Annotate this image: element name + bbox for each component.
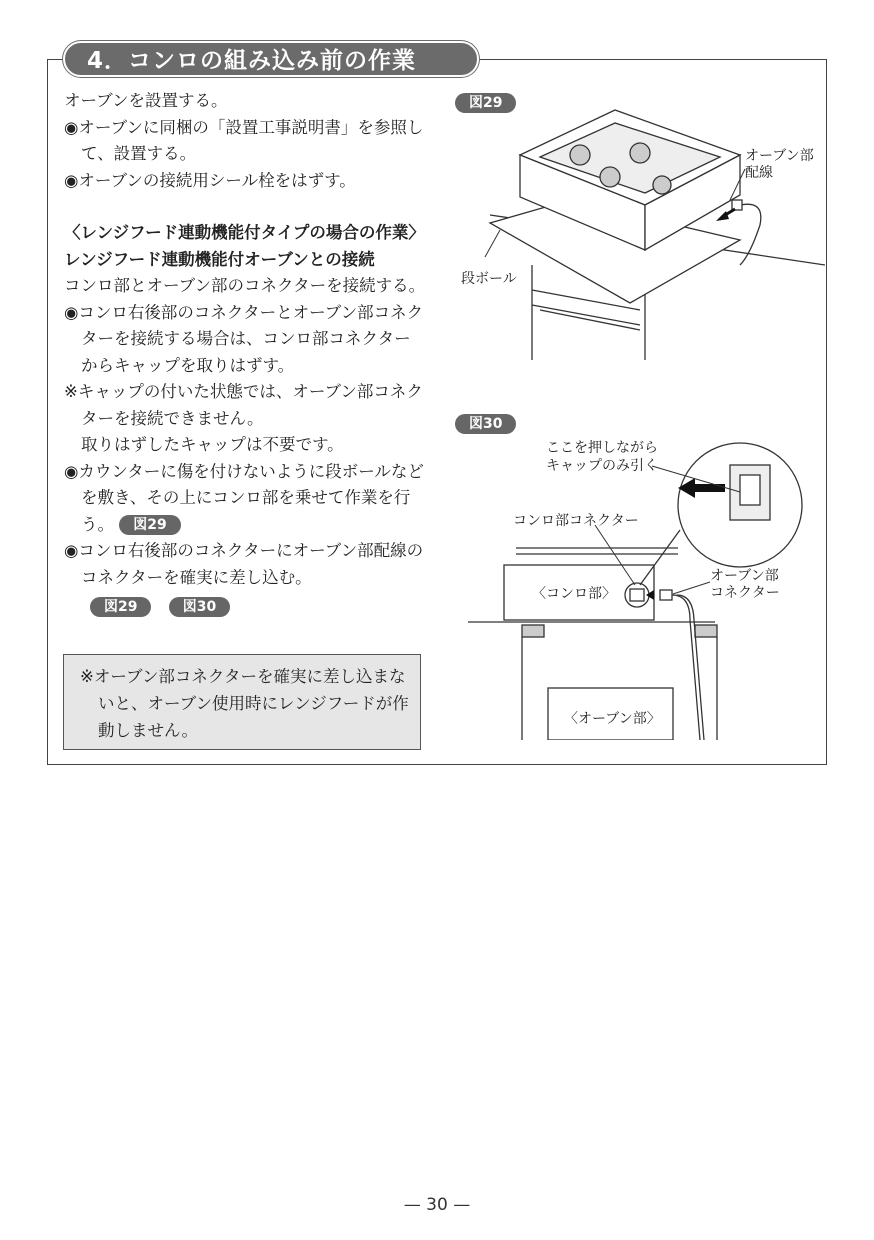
subsection-title-1: 〈レンジフード連動機能付タイプの場合の作業〉 xyxy=(64,223,425,242)
section-title: 4．コンロの組み込み前の作業 xyxy=(63,41,479,77)
figure-ref-badge: 図30 xyxy=(169,597,230,617)
warning-box xyxy=(63,654,421,750)
callout-cardboard: 段ボール xyxy=(461,271,517,287)
figure-29-illustration xyxy=(440,105,825,365)
intro-bullet-1: ◉オーブンに同梱の「設置工事説明書」を参照して、設置する。 xyxy=(64,117,424,163)
figure-ref-badge: 図29 xyxy=(90,597,151,617)
subsection-lead: コンロ部とオーブン部のコネクターを接続する。 xyxy=(64,276,426,295)
callout-oven-connector-line1: オーブン部 xyxy=(710,568,779,584)
callout-push-line2: キャップのみ引く xyxy=(546,458,658,474)
subsection-title-2: レンジフード連動機能付オーブンとの接続 xyxy=(64,249,375,269)
figure-ref-row xyxy=(64,593,426,620)
instruction-column xyxy=(64,88,426,620)
step-bullet-2-text: ◉カウンターに傷を付けないように段ボールなどを敷き、その上にコンロ部を乗せて作業を行う。 xyxy=(64,461,424,534)
callout-konro-connector: コンロ部コネクター xyxy=(513,513,639,529)
page-number: — 30 — xyxy=(403,1195,471,1215)
figure-ref-badge: 図29 xyxy=(119,515,180,535)
label-konro-unit: 〈コンロ部〉 xyxy=(532,586,616,602)
caution-note-2: 取りはずしたキャップは不要です。 xyxy=(81,435,344,454)
step-bullet-1: ◉コンロ右後部のコネクターとオーブン部コネクターを接続する場合は、コンロ部コネクターからキャップを取りはずす。 xyxy=(64,302,424,375)
warning-text: ※オーブン部コネクターを確実に差し込まないと、オーブン使用時にレンジフードが作動しません。 xyxy=(80,667,409,740)
intro-heading: オーブンを設置する。 xyxy=(64,91,228,110)
label-oven-unit: 〈オーブン部〉 xyxy=(564,711,661,727)
step-bullet-3: ◉コンロ右後部のコネクターにオーブン部配線のコネクターを確実に差し込む。 xyxy=(64,541,424,587)
step-bullet-2 xyxy=(64,459,426,539)
callout-oven-wire-line1: オーブン部 xyxy=(745,148,814,164)
caution-note-1: ※キャップの付いた状態では、オーブン部コネクターを接続できません。 xyxy=(64,382,423,428)
figure-30-illustration xyxy=(440,430,825,740)
figure-30-label: 図30 xyxy=(455,414,516,434)
callout-oven-connector-line2: コネクター xyxy=(710,585,780,601)
figure-29-label: 図29 xyxy=(455,93,516,113)
intro-bullet-2: ◉オーブンの接続用シール栓をはずす。 xyxy=(64,170,356,190)
callout-push-line1: ここを押しながら xyxy=(546,440,658,456)
callout-oven-wire-line2: 配線 xyxy=(745,165,773,181)
